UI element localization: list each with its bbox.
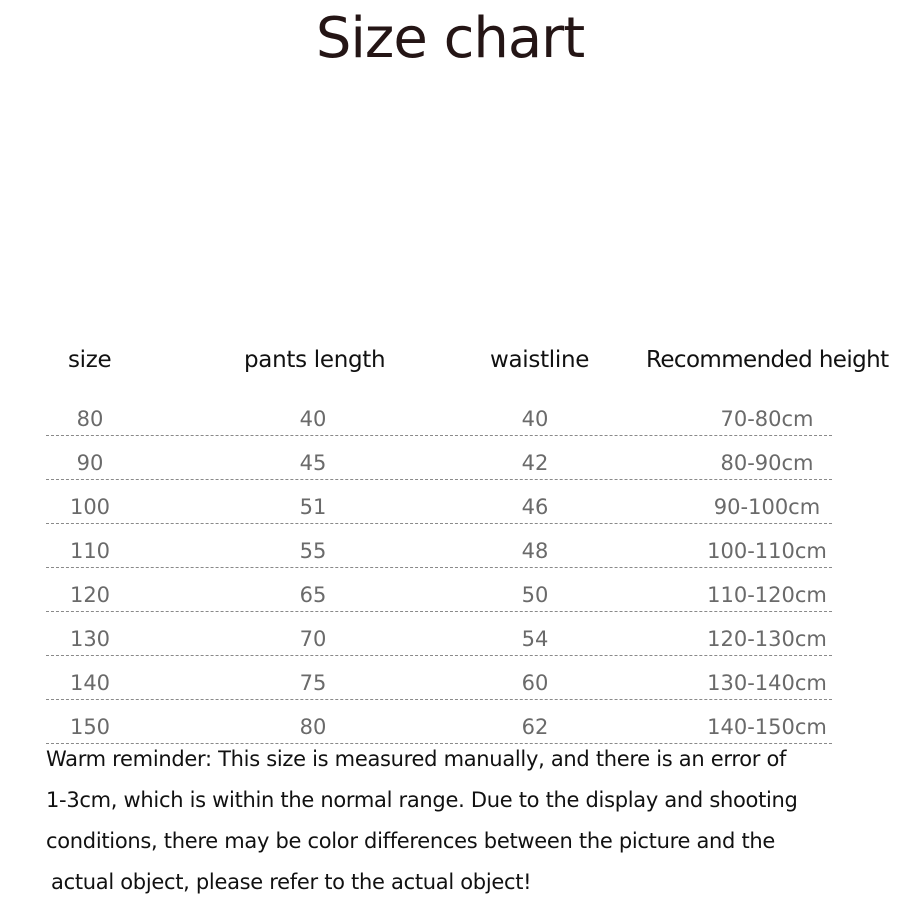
header-pants-length: pants length bbox=[244, 347, 386, 373]
cell-waistline: 42 bbox=[521, 451, 549, 475]
size-table bbox=[46, 392, 832, 744]
cell-recommended-height: 90-100cm bbox=[713, 495, 821, 519]
table-row bbox=[46, 480, 832, 524]
header-recommended-height: Recommended height bbox=[646, 347, 889, 373]
cell-pants-length: 45 bbox=[299, 451, 327, 475]
page-title: Size chart bbox=[315, 6, 585, 71]
cell-size: 150 bbox=[69, 715, 111, 739]
cell-size: 80 bbox=[76, 407, 104, 431]
cell-waistline: 62 bbox=[521, 715, 549, 739]
cell-recommended-height: 130-140cm bbox=[707, 671, 827, 695]
cell-size: 140 bbox=[69, 671, 111, 695]
cell-waistline: 60 bbox=[521, 671, 549, 695]
cell-pants-length: 75 bbox=[299, 671, 327, 695]
cell-pants-length: 40 bbox=[299, 407, 327, 431]
table-header bbox=[0, 342, 900, 378]
table-row bbox=[46, 436, 832, 480]
reminder-line: conditions, there may be color differences between the picture and the bbox=[46, 829, 776, 853]
cell-recommended-height: 80-90cm bbox=[720, 451, 814, 475]
cell-size: 110 bbox=[69, 539, 111, 563]
table-row bbox=[46, 656, 832, 700]
cell-recommended-height: 140-150cm bbox=[707, 715, 827, 739]
cell-waistline: 46 bbox=[521, 495, 549, 519]
cell-recommended-height: 110-120cm bbox=[707, 583, 827, 607]
cell-pants-length: 51 bbox=[299, 495, 327, 519]
cell-waistline: 40 bbox=[521, 407, 549, 431]
warm-reminder bbox=[46, 739, 866, 903]
header-waistline: waistline bbox=[490, 347, 590, 373]
table-row bbox=[46, 612, 832, 656]
reminder-line: actual object, please refer to the actual object! bbox=[51, 870, 532, 894]
reminder-line: Warm reminder: This size is measured manually, and there is an error of bbox=[46, 747, 787, 771]
header-size: size bbox=[68, 347, 112, 373]
cell-waistline: 48 bbox=[521, 539, 549, 563]
cell-pants-length: 65 bbox=[299, 583, 327, 607]
cell-size: 90 bbox=[76, 451, 104, 475]
cell-size: 120 bbox=[69, 583, 111, 607]
table-row bbox=[46, 524, 832, 568]
table-row bbox=[46, 568, 832, 612]
cell-recommended-height: 100-110cm bbox=[707, 539, 827, 563]
cell-pants-length: 80 bbox=[299, 715, 327, 739]
cell-recommended-height: 120-130cm bbox=[707, 627, 827, 651]
cell-size: 100 bbox=[69, 495, 111, 519]
cell-recommended-height: 70-80cm bbox=[720, 407, 814, 431]
table-row bbox=[46, 700, 832, 744]
cell-pants-length: 70 bbox=[299, 627, 327, 651]
cell-pants-length: 55 bbox=[299, 539, 327, 563]
cell-size: 130 bbox=[69, 627, 111, 651]
cell-waistline: 54 bbox=[521, 627, 549, 651]
reminder-line: 1-3cm, which is within the normal range. Due to the display and shooting bbox=[46, 788, 798, 812]
table-row bbox=[46, 392, 832, 436]
cell-waistline: 50 bbox=[521, 583, 549, 607]
